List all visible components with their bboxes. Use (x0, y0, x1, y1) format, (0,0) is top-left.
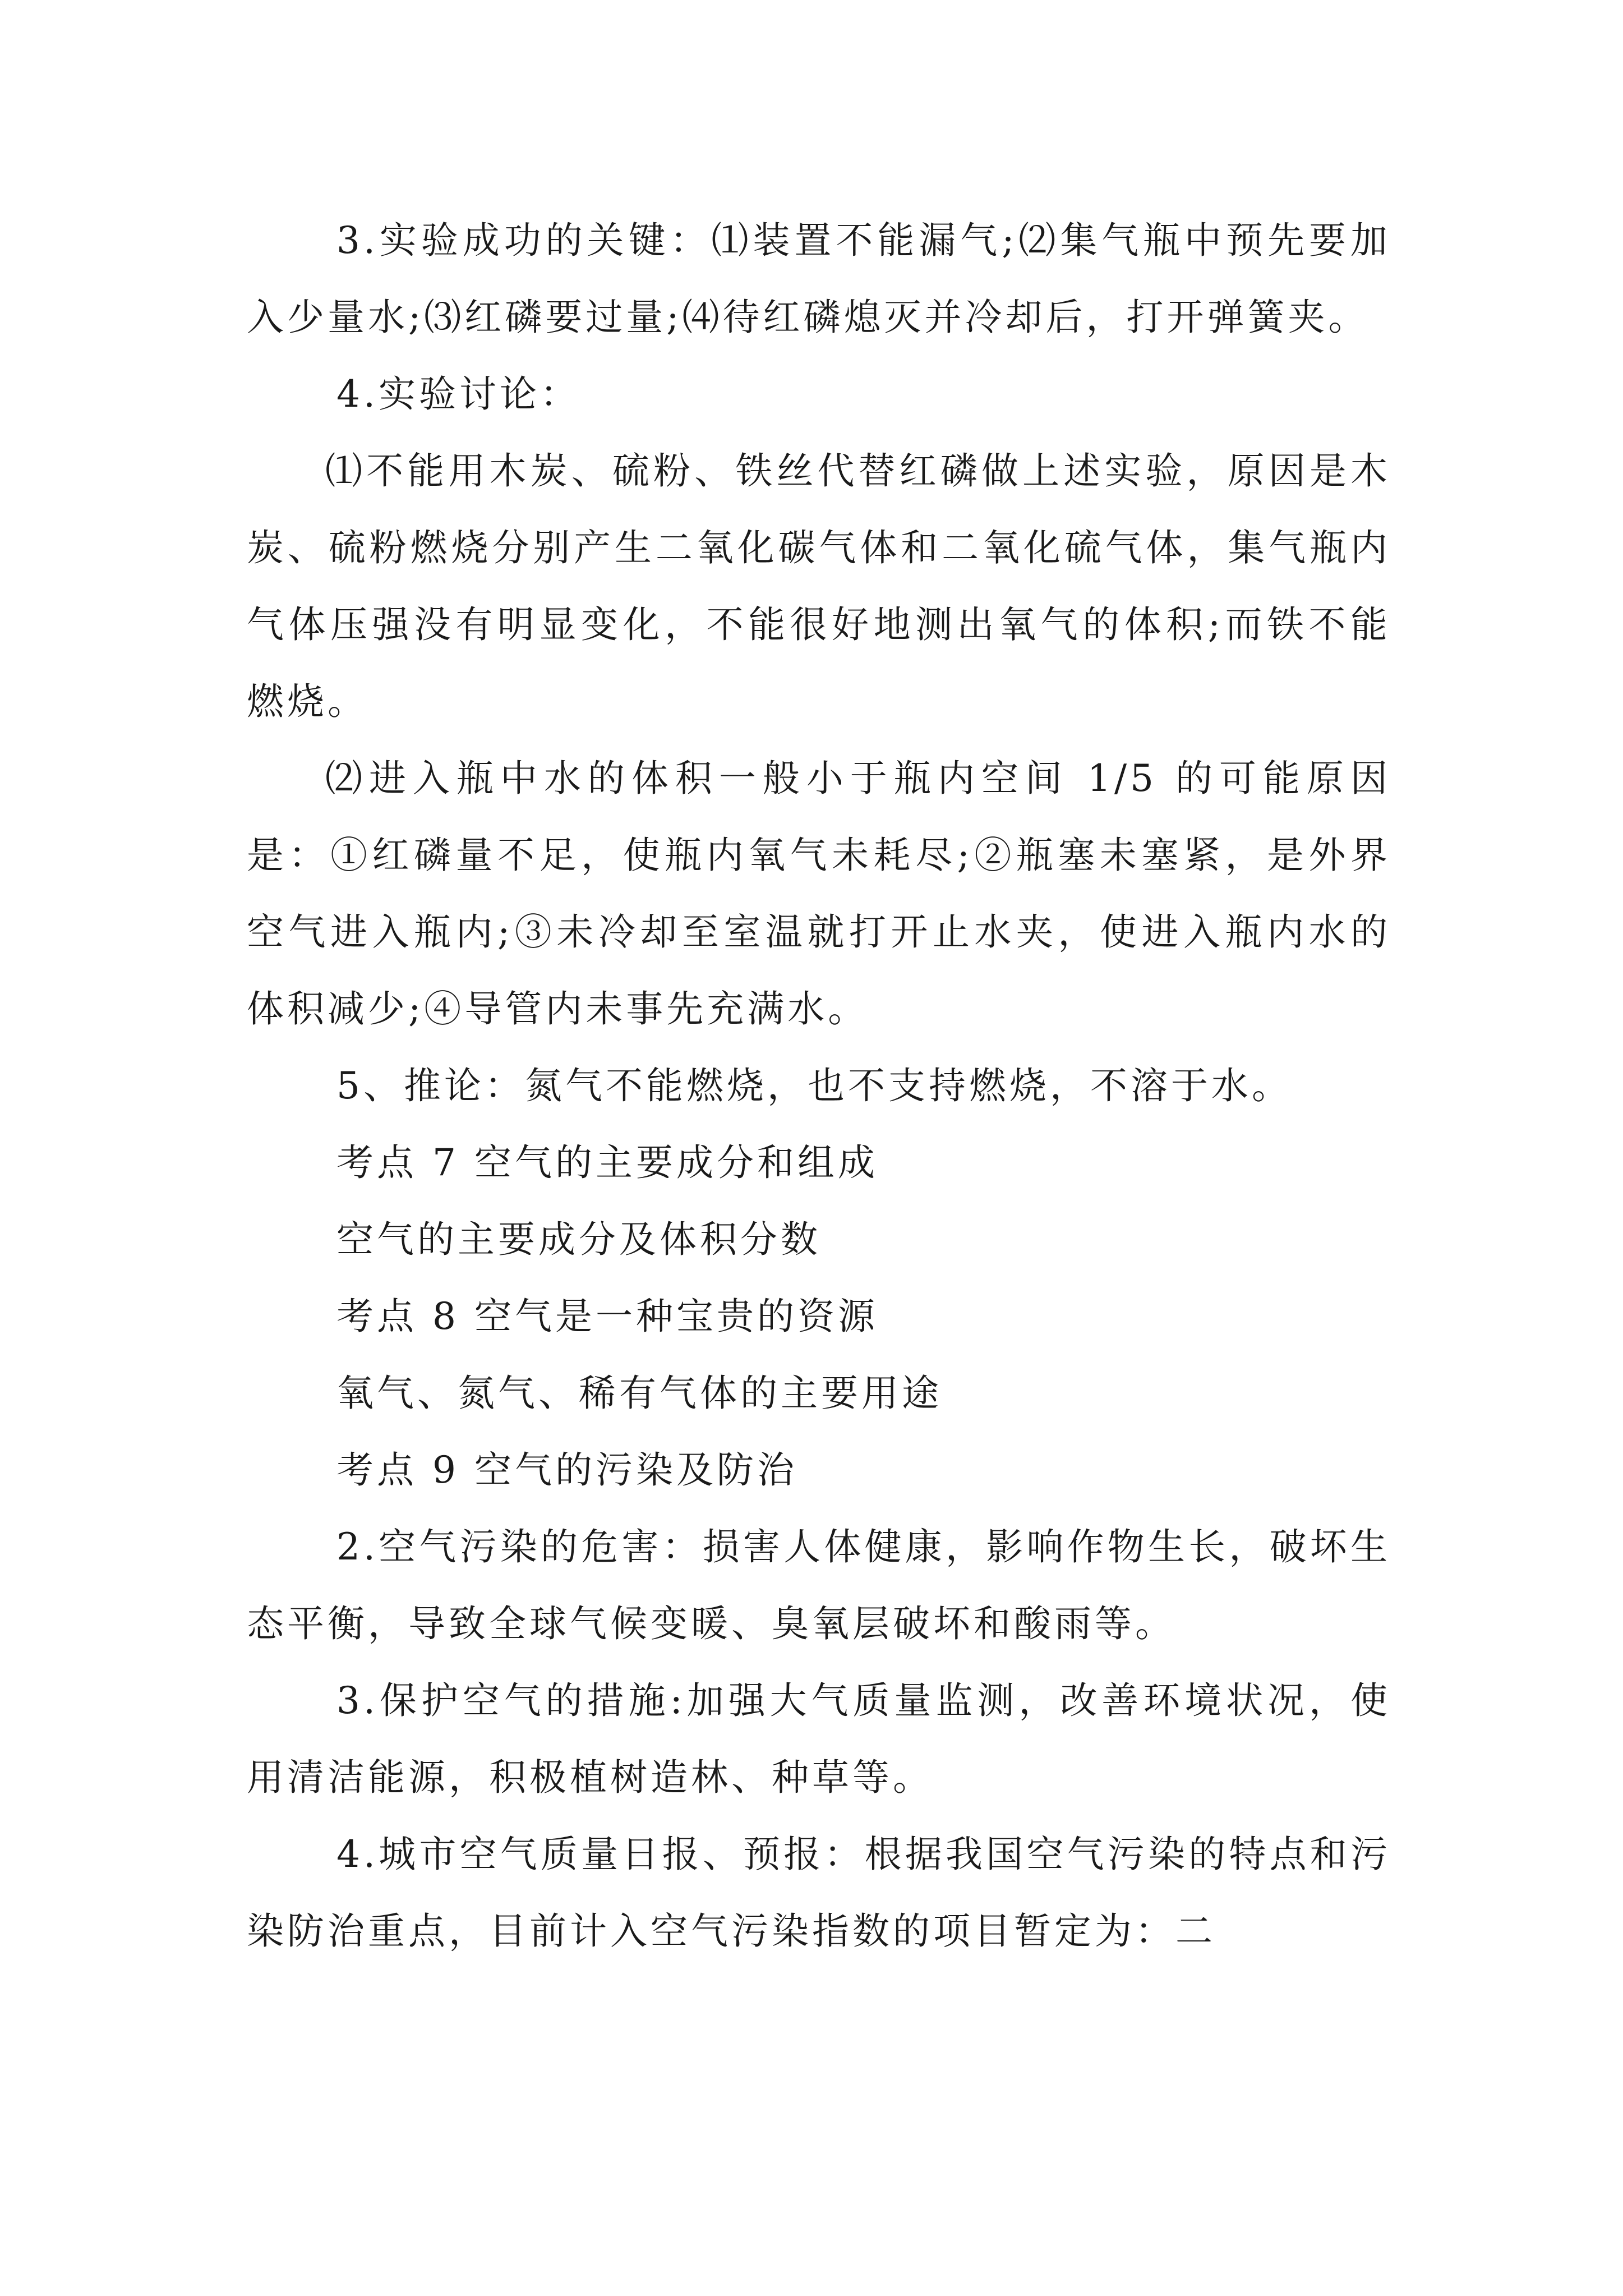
paragraph-discussion-point-2: ⑵进入瓶中水的体积一般小于瓶内空间 1/5 的可能原因是：①红磷量不足，使瓶内氧气未耗尽;②瓶塞未塞紧，是外界空气进入瓶内;③未冷却至室温就打开止水夹，使进入瓶内水的体积减少;④导管内未事先充满水。 (247, 757, 1391, 1030)
paragraph-inference: 5、推论：氮气不能燃烧，也不支持燃烧，不溶于水。 (336, 1064, 1292, 1107)
paragraph-air-protection: 3.保护空气的措施:加强大气质量监测，改善环境状况，使用清洁能源，积极植树造林、种草等。 (247, 1679, 1391, 1799)
paragraph-pollution-harm: 2.空气污染的危害：损害人体健康，影响作物生长，破坏生态平衡，导致全球气候变暖、臭氧层破坏和酸雨等。 (247, 1525, 1391, 1645)
heading-point-9: 考点 9 空气的污染及防治 (336, 1448, 797, 1492)
paragraph-gas-uses: 氧气、氮气、稀有气体的主要用途 (336, 1372, 942, 1415)
paragraph-experiment-keys: 3.实验成功的关键：⑴装置不能漏气;⑵集气瓶中预先要加入少量水;⑶红磷要过量;⑷待红磷熄灭并冷却后，打开弹簧夹。 (247, 219, 1391, 339)
paragraph-discussion-point-1: ⑴不能用木炭、硫粉、铁丝代替红磷做上述实验，原因是木炭、硫粉燃烧分别产生二氧化碳气体和二氧化硫气体，集气瓶内气体压强没有明显变化，不能很好地测出氧气的体积;而铁不能燃烧。 (247, 449, 1391, 723)
heading-point-7: 考点 7 空气的主要成分和组成 (336, 1141, 878, 1184)
heading-point-8: 考点 8 空气是一种宝贵的资源 (336, 1295, 878, 1338)
paragraph-air-quality-report: 4.城市空气质量日报、预报：根据我国空气污染的特点和污染防治重点，目前计入空气污染指数的项目暂定为：二 (247, 1833, 1391, 1953)
paragraph-experiment-discussion-heading: 4.实验讨论： (336, 372, 580, 416)
paragraph-air-composition: 空气的主要成分及体积分数 (336, 1218, 821, 1261)
document-body (247, 202, 1391, 1970)
